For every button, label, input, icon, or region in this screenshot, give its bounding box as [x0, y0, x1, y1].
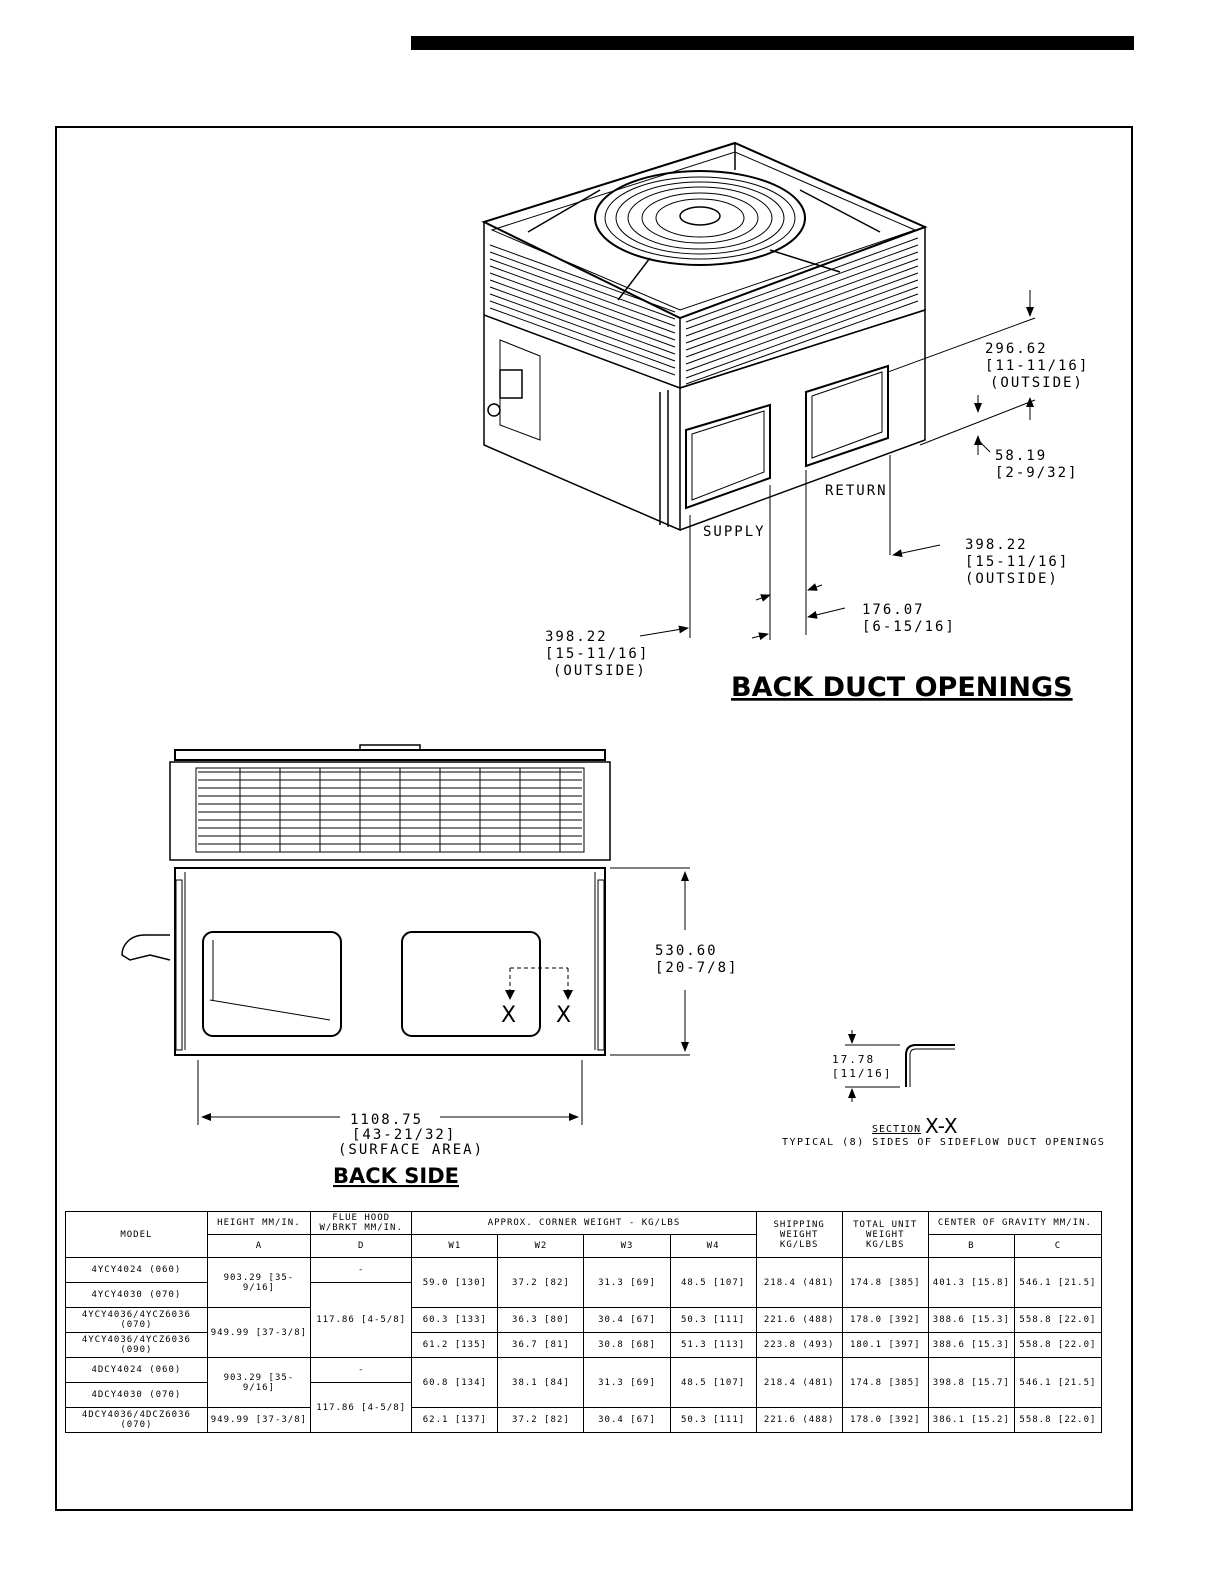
model-cell: 4DCY4024 (060)	[66, 1358, 208, 1383]
flue-cell: 117.86 [4-5/8]	[311, 1283, 412, 1358]
dim-supply-width-inch: [15-11/16]	[545, 646, 650, 662]
height-cell: 903.29 [35-9/16]	[207, 1258, 310, 1308]
cog-b-cell: 386.1 [15.2]	[928, 1408, 1014, 1433]
w2-cell: 38.1 [84]	[498, 1358, 584, 1408]
dim-gap-value: 176.07	[862, 602, 925, 618]
shipping-cell: 221.6 (488)	[756, 1408, 842, 1433]
w1-cell: 59.0 [130]	[412, 1258, 498, 1308]
model-cell: 4YCY4036/4YCZ6036 (070)	[66, 1308, 208, 1333]
shipping-cell: 218.4 (481)	[756, 1358, 842, 1408]
cog-c-cell: 558.8 [22.0]	[1014, 1408, 1101, 1433]
cog-b-cell: 401.3 [15.8]	[928, 1258, 1014, 1308]
w4-cell: 48.5 [107]	[670, 1358, 756, 1408]
model-cell: 4YCY4030 (070)	[66, 1283, 208, 1308]
model-cell: 4YCY4036/4YCZ6036 (090)	[66, 1333, 208, 1358]
cog-c-cell: 558.8 [22.0]	[1014, 1333, 1101, 1358]
w2-cell: 36.7 [81]	[498, 1333, 584, 1358]
header-w1: W1	[412, 1235, 498, 1258]
dim-width-inch: [43-21/32]	[352, 1127, 457, 1143]
dim-top-inch: [11-11/16]	[985, 358, 1090, 374]
dim-width-value: 1108.75	[350, 1112, 424, 1128]
height-cell: 949.99 [37-3/8]	[207, 1408, 310, 1433]
w2-cell: 37.2 [82]	[498, 1408, 584, 1433]
dim-gap-inch: [6-15/16]	[862, 619, 956, 635]
shipping-cell: 223.8 (493)	[756, 1333, 842, 1358]
height-cell: 949.99 [37-3/8]	[207, 1308, 310, 1358]
w1-cell: 62.1 [137]	[412, 1408, 498, 1433]
section-arrow-right	[563, 990, 573, 1000]
dim-height-inch: [20-7/8]	[655, 960, 739, 976]
cog-c-cell: 558.8 [22.0]	[1014, 1308, 1101, 1333]
dim-height-value: 530.60	[655, 943, 718, 959]
w4-cell: 51.3 [113]	[670, 1333, 756, 1358]
back-side-louvers	[198, 768, 582, 852]
header-corner-weight: APPROX. CORNER WEIGHT - KG/LBS	[412, 1212, 756, 1235]
flue-cell: -	[311, 1358, 412, 1383]
w4-cell: 50.3 [111]	[670, 1408, 756, 1433]
model-cell: 4DCY4036/4DCZ6036 (070)	[66, 1408, 208, 1433]
header-b: B	[928, 1235, 1014, 1258]
header-w4: W4	[670, 1235, 756, 1258]
shipping-cell: 221.6 (488)	[756, 1308, 842, 1333]
table-row	[66, 1408, 1102, 1433]
back-side-dimensions	[198, 868, 690, 1125]
dim-width-note: (SURFACE AREA)	[338, 1142, 485, 1158]
back-duct-openings-title: BACK DUCT OPENINGS	[731, 672, 1073, 703]
header-cog: CENTER OF GRAVITY MM/IN.	[928, 1212, 1101, 1235]
total-cell: 178.0 [392]	[842, 1408, 928, 1433]
dim-flange-value: 58.19	[995, 448, 1048, 464]
w2-cell: 36.3 [80]	[498, 1308, 584, 1333]
dim-supply-width-note: (OUTSIDE)	[553, 663, 647, 679]
w4-cell: 50.3 [111]	[670, 1308, 756, 1333]
back-side-unit	[122, 745, 610, 1055]
shipping-cell: 218.4 (481)	[756, 1258, 842, 1308]
header-d: D	[311, 1235, 412, 1258]
section-dim-inch: [11/16]	[832, 1067, 893, 1080]
model-cell: 4DCY4030 (070)	[66, 1383, 208, 1408]
cog-b-cell: 388.6 [15.3]	[928, 1333, 1014, 1358]
flue-cell: -	[311, 1258, 412, 1283]
table-row	[66, 1258, 1102, 1283]
total-cell: 174.8 [385]	[842, 1258, 928, 1308]
header-w2: W2	[498, 1235, 584, 1258]
isometric-louvers-left	[490, 245, 675, 375]
model-cell: 4YCY4024 (060)	[66, 1258, 208, 1283]
dim-top-note: (OUTSIDE)	[990, 375, 1084, 391]
total-cell: 174.8 [385]	[842, 1358, 928, 1408]
cog-c-cell: 546.1 [21.5]	[1014, 1358, 1101, 1408]
w3-cell: 30.4 [67]	[584, 1308, 670, 1333]
flue-cell: 117.86 [4-5/8]	[311, 1383, 412, 1433]
section-marker-right: X	[556, 1003, 572, 1028]
header-a: A	[207, 1235, 310, 1258]
back-side-title: BACK SIDE	[333, 1164, 459, 1188]
dim-return-width-value: 398.22	[965, 537, 1028, 553]
table-row	[66, 1308, 1102, 1333]
weights-table	[65, 1211, 1102, 1433]
w1-cell: 61.2 [135]	[412, 1333, 498, 1358]
cog-c-cell: 546.1 [21.5]	[1014, 1258, 1101, 1308]
section-word: SECTION	[872, 1124, 922, 1135]
header-total: TOTAL UNIT WEIGHT KG/LBS	[842, 1212, 928, 1258]
total-cell: 180.1 [397]	[842, 1333, 928, 1358]
cog-b-cell: 398.8 [15.7]	[928, 1358, 1014, 1408]
w2-cell: 37.2 [82]	[498, 1258, 584, 1308]
header-model: MODEL	[66, 1212, 208, 1258]
w3-cell: 31.3 [69]	[584, 1358, 670, 1408]
header-c: C	[1014, 1235, 1101, 1258]
w3-cell: 30.8 [68]	[584, 1333, 670, 1358]
w4-cell: 48.5 [107]	[670, 1258, 756, 1308]
dim-flange-inch: [2-9/32]	[995, 465, 1079, 481]
back-duct-dimensions	[640, 290, 1035, 640]
w3-cell: 31.3 [69]	[584, 1258, 670, 1308]
header-w3: W3	[584, 1235, 670, 1258]
dim-return-width-inch: [15-11/16]	[965, 554, 1070, 570]
header-flue: FLUE HOOD W/BRKT MM/IN.	[311, 1212, 412, 1235]
cog-b-cell: 388.6 [15.3]	[928, 1308, 1014, 1333]
header-shipping: SHIPPING WEIGHT KG/LBS	[756, 1212, 842, 1258]
dim-supply-width-value: 398.22	[545, 629, 608, 645]
section-caption: TYPICAL (8) SIDES OF SIDEFLOW DUCT OPENINGS	[782, 1137, 1106, 1148]
table-row	[66, 1358, 1102, 1383]
supply-label: SUPPLY	[703, 524, 766, 540]
w1-cell: 60.8 [134]	[412, 1358, 498, 1408]
header-height: HEIGHT MM/IN.	[207, 1212, 310, 1235]
dim-return-width-note: (OUTSIDE)	[965, 571, 1059, 587]
w3-cell: 30.4 [67]	[584, 1408, 670, 1433]
total-cell: 178.0 [392]	[842, 1308, 928, 1333]
section-xx-detail	[845, 1030, 955, 1102]
section-id: X-X	[925, 1114, 958, 1138]
return-label: RETURN	[825, 483, 888, 499]
section-dim-value: 17.78	[832, 1053, 876, 1066]
w1-cell: 60.3 [133]	[412, 1308, 498, 1333]
dim-top-value: 296.62	[985, 341, 1048, 357]
section-arrow-left	[505, 990, 515, 1000]
height-cell: 903.29 [35-9/16]	[207, 1358, 310, 1408]
section-marker-left: X	[501, 1003, 517, 1028]
